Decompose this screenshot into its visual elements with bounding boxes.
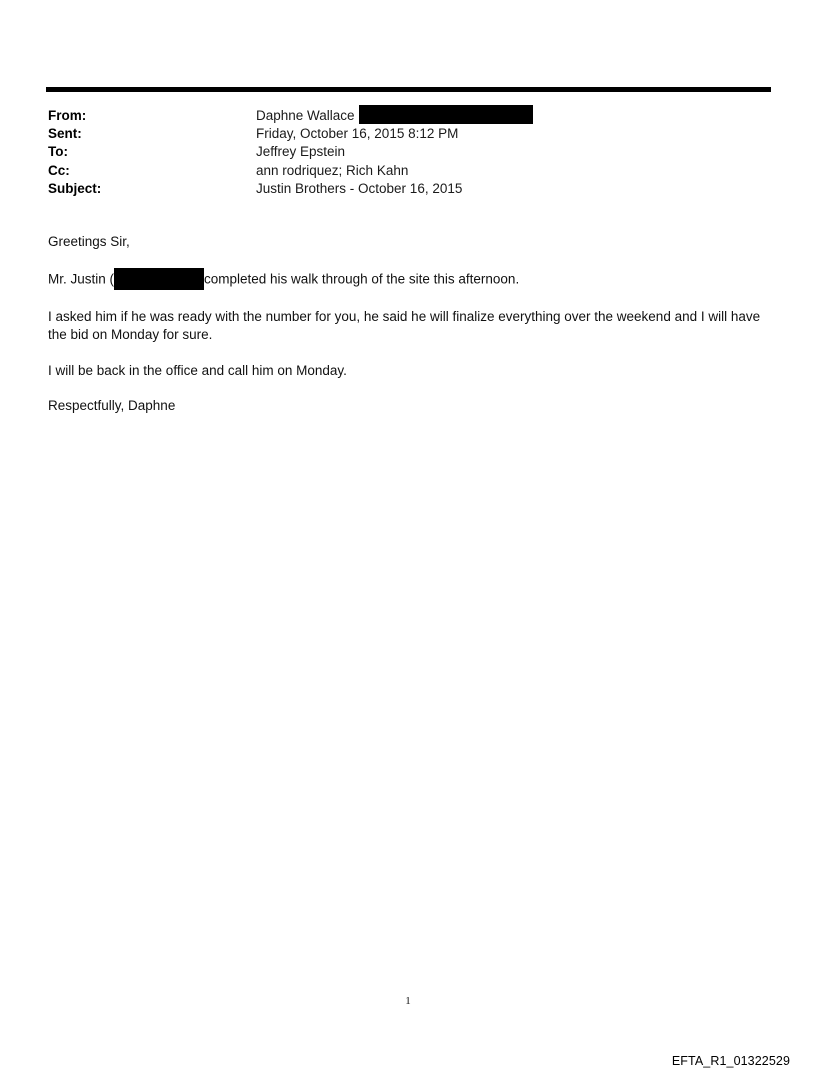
- walkthrough-text-start: Mr. Justin (: [48, 271, 115, 287]
- walkthrough-paragraph: [48, 269, 773, 291]
- cc-row: [48, 162, 748, 180]
- to-row: [48, 143, 748, 161]
- email-header: [48, 107, 748, 198]
- subject-row: [48, 180, 748, 198]
- followup-paragraph: I will be back in the office and call him on Monday.: [48, 362, 347, 378]
- from-row: [48, 107, 748, 125]
- redaction-box-email: [359, 105, 533, 124]
- email-body: [48, 233, 773, 433]
- header-divider-rule: [46, 87, 771, 92]
- walkthrough-text-end: completed his walk through of the site this afternoon.: [204, 271, 520, 287]
- bid-paragraph: I asked him if he was ready with the number for you, he said he will finalize everything over the weekend and I will have the bid on Monday for sure.: [48, 309, 761, 342]
- from-label: From:: [48, 108, 87, 123]
- to-label: To:: [48, 144, 68, 160]
- closing-paragraph: Respectfully, Daphne: [48, 398, 176, 413]
- sender-name: Daphne Wallace: [256, 108, 355, 124]
- redaction-box-inline: [114, 268, 204, 290]
- cc-value: ann rodriquez; Rich Kahn: [256, 162, 409, 178]
- subject-value: Justin Brothers - October 16, 2015: [256, 180, 463, 196]
- subject-label: Subject:: [48, 180, 102, 196]
- to-value: Jeffrey Epstein: [256, 144, 346, 160]
- greeting-paragraph: Greetings Sir,: [48, 234, 130, 249]
- sent-row: [48, 125, 748, 143]
- from-value: [256, 107, 533, 126]
- page-number: 1: [405, 995, 411, 1007]
- sent-value: Friday, October 16, 2015 8:12 PM: [256, 126, 459, 142]
- cc-label: Cc:: [48, 162, 70, 178]
- sent-label: Sent:: [48, 126, 82, 142]
- document-id-stamp: EFTA_R1_01322529: [671, 1054, 790, 1068]
